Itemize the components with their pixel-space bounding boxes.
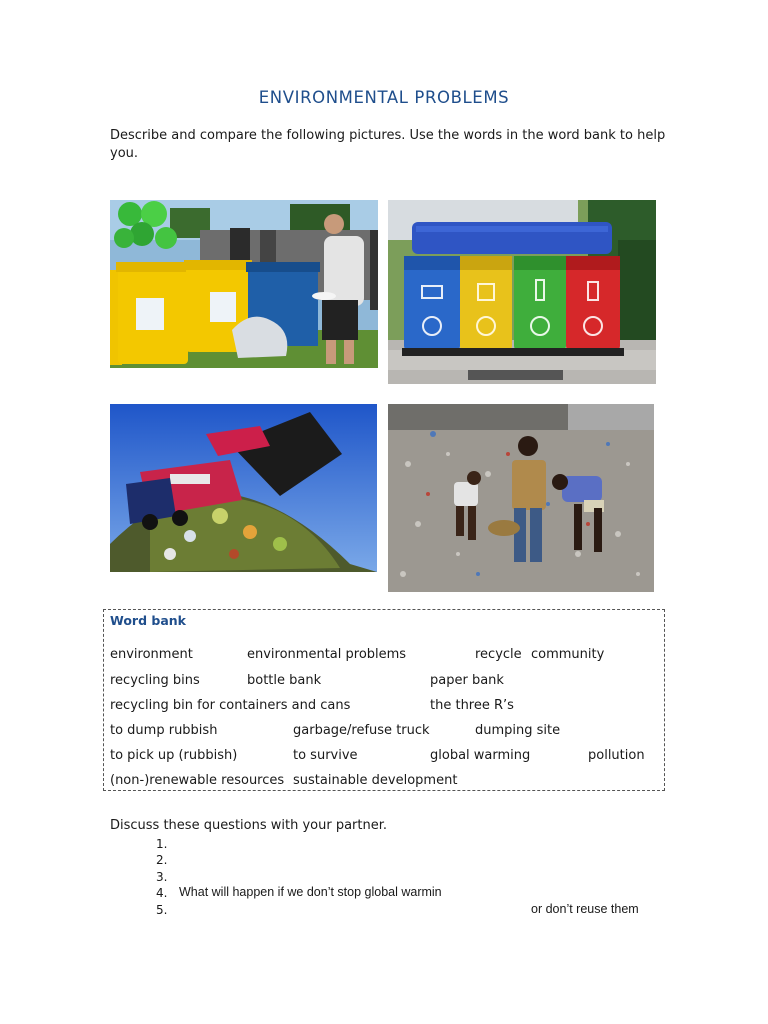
word-bank-word: dumping site	[475, 723, 561, 738]
word-bank-word: garbage/refuse truck	[293, 723, 430, 738]
word-bank-word: sustainable development	[293, 773, 458, 788]
page-title: ENVIRONMENTAL PROBLEMS	[258, 88, 510, 107]
word-bank-word: paper bank	[430, 673, 504, 688]
word-bank-title: Word bank	[110, 613, 186, 628]
word-bank-word: recycle	[475, 647, 522, 662]
question-number: 1.	[156, 837, 168, 851]
colored-recycling-bins-photo	[388, 200, 656, 384]
word-bank-word: global warming	[430, 748, 531, 763]
question-number: 2.	[156, 853, 168, 867]
word-bank-word: community	[531, 647, 605, 662]
word-bank-word: recycling bin for containers and cans	[110, 698, 351, 713]
garbage-truck-dumping-photo	[110, 404, 377, 572]
word-bank-box	[103, 609, 665, 791]
question-number: 4.	[156, 886, 168, 900]
discussion-heading: Discuss these questions with your partner.	[110, 818, 388, 833]
word-bank-word: environmental problems	[247, 647, 407, 662]
word-bank-word: to survive	[293, 748, 358, 763]
question-4-text: What will happen if we don’t stop global warmin	[179, 885, 442, 899]
children-at-dumping-site-photo	[388, 404, 654, 592]
word-bank-word: bottle bank	[247, 673, 322, 688]
word-bank-word: to dump rubbish	[110, 723, 218, 738]
question-number: 3.	[156, 870, 168, 884]
word-bank-word: (non-)renewable resources	[110, 773, 285, 788]
question-5-text: or don’t reuse them	[531, 902, 639, 916]
question-number: 5.	[156, 903, 168, 917]
word-bank-word: to pick up (rubbish)	[110, 748, 238, 763]
word-bank-word: pollution	[588, 748, 645, 763]
word-bank-word: environment	[110, 647, 193, 662]
word-bank-word: recycling bins	[110, 673, 200, 688]
instructions-text: Describe and compare the following pictures. Use the words in the word bank to help you.	[110, 128, 666, 161]
recycling-event-photo	[110, 200, 378, 368]
word-bank-word: the three R’s	[430, 698, 514, 713]
